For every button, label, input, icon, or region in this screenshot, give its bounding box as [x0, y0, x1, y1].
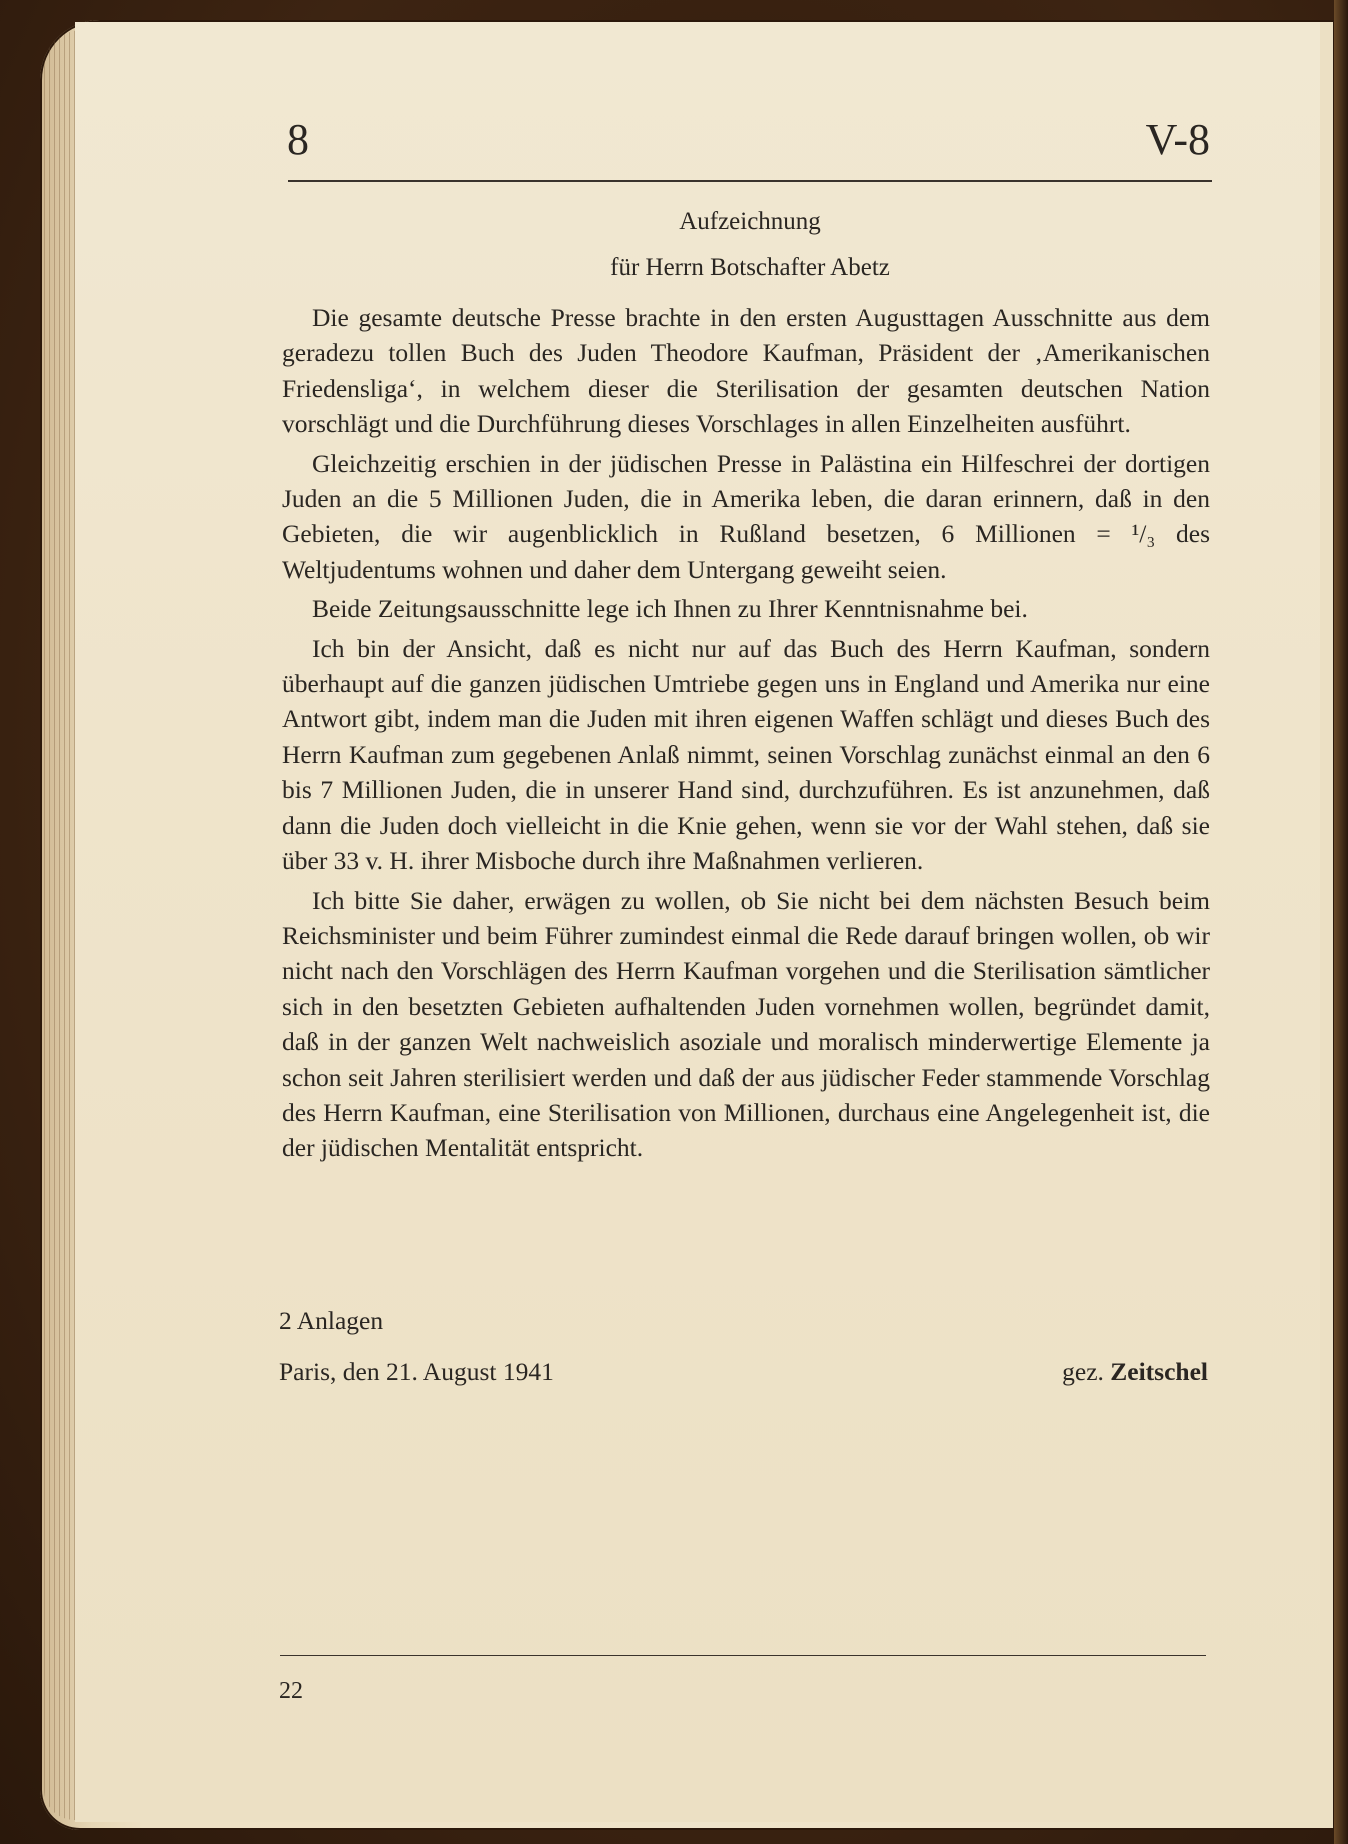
- paragraph-1: Die gesamte deutsche Presse brachte in den ersten Augusttagen Ausschnitte aus dem geradezu tollen Buch des Juden Theodore Kaufman, Präsident der ‚Amerikanischen Friedensliga‘, in welchem dieser die Sterilisation der gesamten deutschen Nation vorschlägt und die Durchführung dieses Vorschlages in allen Einzelheiten ausführt.: [282, 303, 1210, 439]
- header-page-number: 8: [287, 115, 309, 164]
- paragraph-3: Beide Zeitungsausschnitte lege ich Ihnen zu Ihrer Kenntnisnahme bei.: [312, 594, 1028, 624]
- attachments-note: 2 Anlagen: [279, 1306, 384, 1335]
- document-title: Aufzeichnung: [679, 208, 821, 235]
- signature: [1062, 1357, 1208, 1387]
- signature-prefix: gez.: [1062, 1357, 1104, 1386]
- letter-body: [282, 300, 1210, 1170]
- footer-rule: [280, 1655, 1206, 1656]
- signature-name: Zeitschel: [1110, 1357, 1208, 1386]
- paragraph-5: Ich bitte Sie daher, erwägen zu wollen, ob Sie nicht bei dem nächsten Besuch beim Reichsminister und beim Führer zumindest einmal die Rede darauf bringen wollen, ob wir nicht nach den Vorschlägen des Herrn Kaufman vorgehen und die Sterilisation sämtlicher sich in den besetzten Gebieten aufhaltenden Juden vornehmen wollen, begründet damit, daß in der ganzen Welt nachweislich asoziale und moralisch minderwertige Elemente ja schon seit Jahren sterilisiert werden und daß der aus jüdischer Feder stammende Vorschlag des Herrn Kaufman, eine Sterilisation von Millionen, durchaus eine Angelegenheit ist, die der jüdischen Mentalität entspricht.: [282, 885, 1210, 1163]
- place-date: Paris, den 21. August 1941: [279, 1357, 554, 1386]
- binding-shadow: [1334, 0, 1348, 1844]
- paragraph-4: Ich bin der Ansicht, daß es nicht nur auf das Buch des Herrn Kaufman, sondern überhaupt auf die ganzen jüdischen Umtriebe gegen uns in England und Amerika nur eine Antwort gibt, indem man die Juden mit ihren eigenen Waffen schlägt und dieses Buch des Herrn Kaufman zum gegebenen Anlaß nimmt, seinen Vorschlag zunächst einmal an den 6 bis 7 Millionen Juden, die in unserer Hand sind, durchzuführen. Es ist anzunehmen, daß dann die Juden doch vielleicht in die Knie gehen, wenn sie vor der Wahl stehen, daß sie über 33 v. H. ihrer Misboche durch ihre Maßnahmen verlieren.: [282, 633, 1210, 876]
- document-subtitle: für Herrn Botschafter Abetz: [610, 254, 890, 281]
- footer-page-number: 22: [279, 1678, 303, 1704]
- header-document-id: V-8: [1145, 115, 1210, 164]
- paragraph-2: Gleichzeitig erschien in der jüdischen Presse in Palästina ein Hilfeschrei der dortigen Juden an die 5 Millionen Juden, die in Amerika leben, die daran erinnern, daß in den Gebieten, die wir augenblicklich in Rußland besetzen, 6 Millionen = ¹/₃ des Weltjudentums wohnen und daher dem Untergang geweiht seien.: [282, 448, 1210, 584]
- header-rule: [288, 180, 1212, 182]
